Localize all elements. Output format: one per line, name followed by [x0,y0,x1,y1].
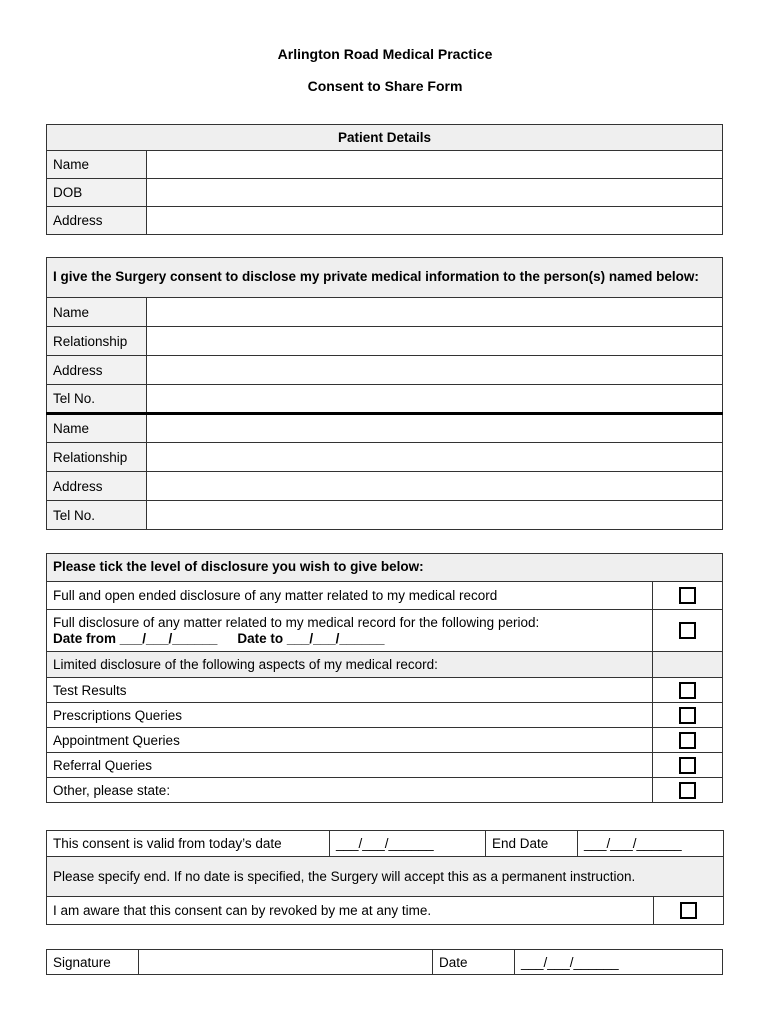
end-date-label: End Date [486,831,578,857]
other-option: Other, please state: [47,778,653,803]
limited-option: Limited disclosure of the following aspects of my medical record: [47,652,653,678]
person2-tel-field[interactable] [147,501,723,530]
practice-name: Arlington Road Medical Practice [277,46,493,62]
end-date-field[interactable]: ___/___/______ [578,831,724,857]
full-open-checkbox[interactable] [679,587,696,604]
patient-details-heading: Patient Details [47,125,723,151]
patient-details-table [46,124,723,235]
patient-name-label: Name [47,151,147,179]
patient-address-label: Address [47,207,147,235]
valid-from-label: This consent is valid from today’s date [47,831,330,857]
revoke-checkbox[interactable] [680,902,697,919]
disclosure-table [46,553,723,803]
date-to-field[interactable]: Date to ___/___/______ [237,630,385,646]
appointment-checkbox[interactable] [679,732,696,749]
person2-relationship-field[interactable] [147,443,723,472]
signature-label: Signature [47,950,139,975]
disclosure-heading: Please tick the level of disclosure you wish to give below: [47,554,723,582]
person2-address-field[interactable] [147,472,723,501]
consent-heading: I give the Surgery consent to disclose my private medical information to the person(s) named below: [47,258,723,298]
person1-address-field[interactable] [147,356,723,385]
person1-tel-field[interactable] [147,385,723,414]
patient-name-field[interactable] [147,151,723,179]
referral-option: Referral Queries [47,753,653,778]
person1-address-label: Address [47,356,147,385]
prescriptions-checkbox[interactable] [679,707,696,724]
full-period-checkbox[interactable] [679,622,696,639]
patient-dob-label: DOB [47,179,147,207]
consent-persons-table [46,257,723,530]
full-open-option: Full and open ended disclosure of any matter related to my medical record [47,582,653,610]
test-results-checkbox[interactable] [679,682,696,699]
full-period-option: Full disclosure of any matter related to my medical record for the following period: [53,614,540,630]
patient-address-field[interactable] [147,207,723,235]
test-results-option: Test Results [47,678,653,703]
specify-end-note: Please specify end. If no date is specified, the Surgery will accept this as a permanent instruction. [47,857,724,897]
revoke-statement: I am aware that this consent can by revoked by me at any time. [47,897,654,925]
signature-date-field[interactable]: ___/___/______ [515,950,723,975]
person1-relationship-label: Relationship [47,327,147,356]
appointment-option: Appointment Queries [47,728,653,753]
person1-name-label: Name [47,298,147,327]
person2-tel-label: Tel No. [47,501,147,530]
validity-table [46,830,724,925]
valid-from-field[interactable]: ___/___/______ [330,831,486,857]
signature-table [46,949,723,975]
prescriptions-option: Prescriptions Queries [47,703,653,728]
signature-date-label: Date [433,950,515,975]
patient-dob-field[interactable] [147,179,723,207]
person2-relationship-label: Relationship [47,443,147,472]
person2-address-label: Address [47,472,147,501]
other-checkbox[interactable] [679,782,696,799]
person2-name-label: Name [47,414,147,443]
person2-name-field[interactable] [147,414,723,443]
person1-name-field[interactable] [147,298,723,327]
date-from-field[interactable]: Date from ___/___/______ [53,630,218,646]
signature-field[interactable] [139,950,433,975]
form-title: Consent to Share Form [307,78,463,94]
referral-checkbox[interactable] [679,757,696,774]
person1-tel-label: Tel No. [47,385,147,414]
person1-relationship-field[interactable] [147,327,723,356]
